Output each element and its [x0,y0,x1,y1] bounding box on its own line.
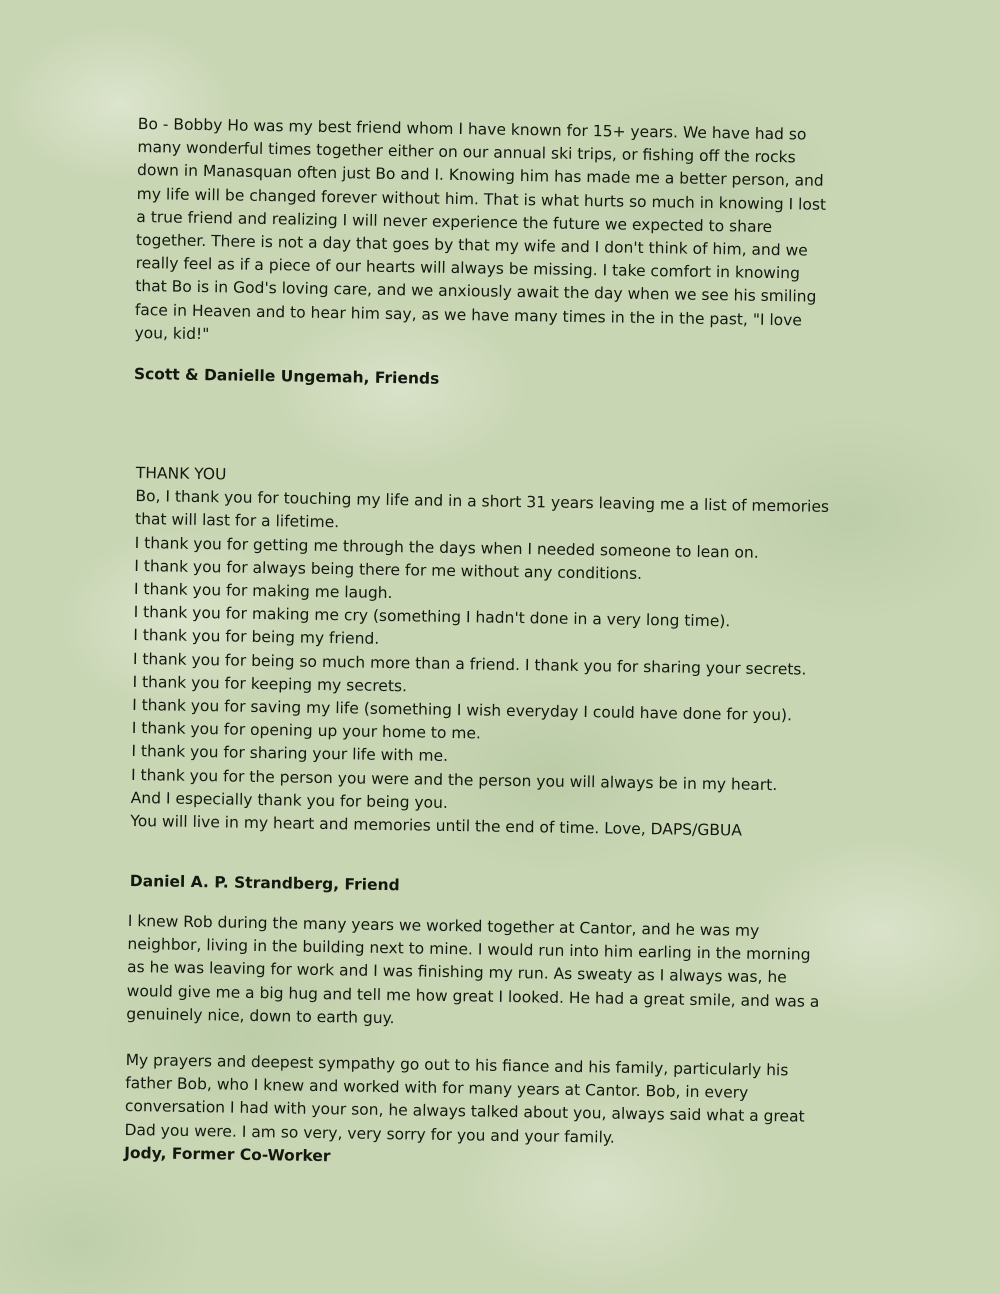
thank-you-line: that will last for a lifetime. [134,510,340,532]
tribute-daniel [130,462,856,845]
tribute-signature: Jody, Former Co-Worker [124,1143,331,1166]
tribute-text: I knew Rob during the many years we worked together at Cantor, and he was my neighbor, living in the building next to mine. I would run into him earling in the morning as he was leaving for work and I was finishing my run. As sweaty as I always was, he would give me a big hug and tell me how great I looked. He had a great smile, and was a genuinely nice, down to earth guy. [126,911,820,1028]
tribute-jody [124,910,848,1176]
thank-you-line: I thank you for making me laugh. [133,580,393,603]
tribute-text: My prayers and deepest sympathy go out to his fiance and his family, particularly his father Bob, who I knew and worked with for many years at Cantor. Bob, in every conversation I had with your son, he always talked about you, always said what a great Dad you were. I am so very, very sorry for you and your family. [124,1050,805,1147]
thank-you-line: I thank you for sharing your life with me. [131,742,449,766]
thank-you-line: I thank you for always being there for me without any conditions. [134,556,643,583]
tribute-scott-danielle [134,113,858,397]
tribute-signature: Daniel A. P. Strandberg, Friend [129,871,400,895]
thank-you-line: And I especially thank you for being you. [130,788,448,812]
thank-you-line: I thank you for saving my life (something I wish everyday I could have done for you). [132,696,793,725]
thank-you-line: I thank you for making me cry (something I hadn't done in a very long time). [133,603,731,631]
thank-you-line: I thank you for being my friend. [133,626,380,649]
signature-daniel-block [130,870,850,904]
thank-you-list [130,485,855,844]
thank-you-line: I thank you for being so much more than a friend. I thank you for sharing your secrets. [132,649,807,679]
tribute-heading: THANK YOU [135,463,227,484]
thank-you-line: I thank you for opening up your home to me. [131,719,482,743]
thank-you-line: I thank you for keeping my secrets. [132,672,408,696]
tribute-signature: Scott & Danielle Ungemah, Friends [133,365,440,388]
thank-you-line: I thank you for the person you were and the person you will always be in my heart. [130,765,778,794]
thank-you-line: You will live in my heart and memories until the end of time. Love, DAPS/GBUA [130,812,743,840]
tribute-text: Bo - Bobby Ho was my best friend whom I have known for 15+ years. We have had so many wonderful times together either on our annual ski trips, or fishing off the rocks down in Manasquan often just Bo and I. Knowing him has made me a better person, and my life will be changed forever without him. That is what hurts so much in knowing I lost a true friend and realizing I will never experience the future we expected to share together. There is not a day that goes by that my wife and I don't think of him, and we really feel as if a piece of our hearts will always be missing. I take comfort in knowing that Bo is in God's loving care, and we anxiously await the day when we see his smiling face in Heaven and to hear him say, as we have many times in the in the past, "I love you, kid!" [134,114,827,343]
thank-you-line: I thank you for getting me through the days when I needed someone to lean on. [134,533,759,562]
thank-you-line: Bo, I thank you for touching my life and in a short 31 years leaving me a list of memories [135,487,830,517]
